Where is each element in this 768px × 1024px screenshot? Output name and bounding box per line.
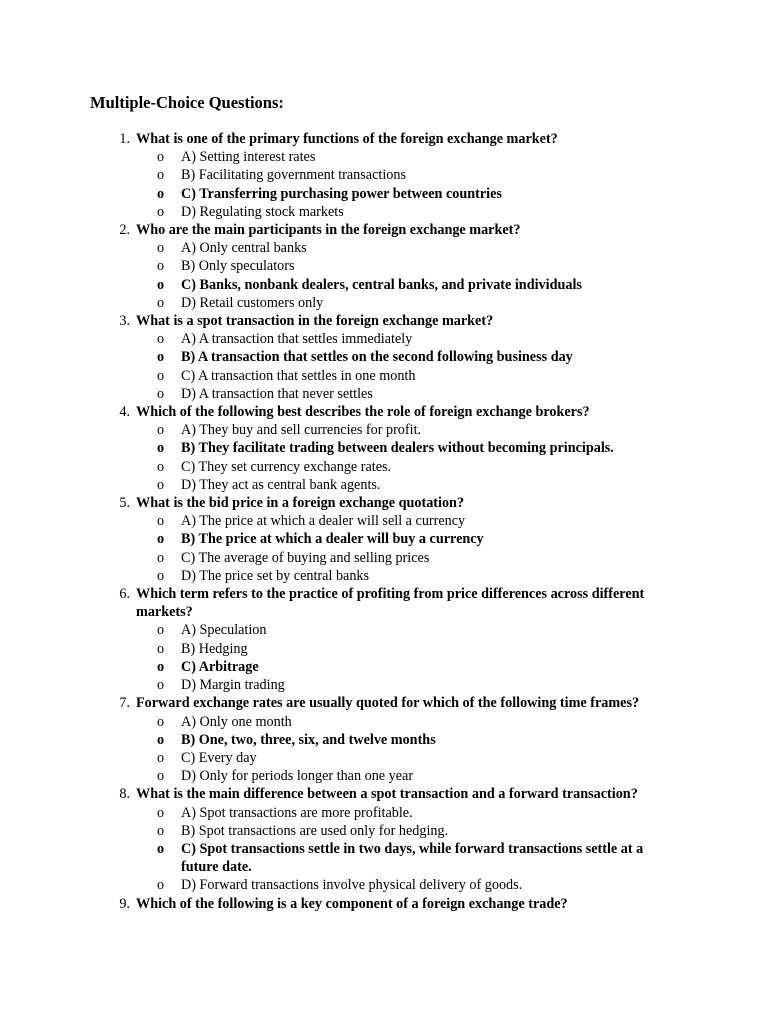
bullet-icon: o xyxy=(157,622,165,639)
answer-option-correct xyxy=(0,530,768,548)
answer-option-text: C) Spot transactions settle in two days, while forward transactions settle at a future date. xyxy=(181,840,644,876)
bullet-icon: o xyxy=(157,185,165,202)
answer-option xyxy=(0,567,768,585)
question-number: 6. xyxy=(119,586,130,603)
answer-option-correct xyxy=(0,276,768,294)
bullet-icon: o xyxy=(157,804,165,821)
bullet-icon: o xyxy=(157,367,165,384)
question-item xyxy=(0,221,768,312)
answer-option-text: C) A transaction that settles in one month xyxy=(181,367,416,384)
answer-option xyxy=(0,385,768,403)
question-item xyxy=(0,312,768,403)
bullet-icon: o xyxy=(157,658,165,675)
answer-option xyxy=(0,257,768,275)
question-number: 9. xyxy=(119,895,130,912)
answer-option xyxy=(0,476,768,494)
question-number: 4. xyxy=(119,404,130,421)
question-item xyxy=(0,785,768,894)
question-item xyxy=(0,403,768,494)
bullet-icon: o xyxy=(157,840,165,857)
bullet-icon: o xyxy=(157,167,165,184)
answer-option-text: D) Only for periods longer than one year xyxy=(181,768,414,785)
answer-option xyxy=(0,330,768,348)
bullet-icon: o xyxy=(157,240,165,257)
bullet-icon: o xyxy=(157,458,165,475)
answer-option-text: D) Retail customers only xyxy=(181,294,324,311)
bullet-icon: o xyxy=(157,149,165,166)
question-item xyxy=(0,895,768,913)
question-item xyxy=(0,130,768,221)
question-text: Who are the main participants in the foreign exchange market? xyxy=(136,222,521,239)
answer-option xyxy=(0,876,768,894)
answer-option-text: B) They facilitate trading between dealers without becoming principals. xyxy=(181,440,614,457)
answer-option xyxy=(0,549,768,567)
bullet-icon: o xyxy=(157,640,165,657)
bullet-icon: o xyxy=(157,531,165,548)
answer-option-text: D) Forward transactions involve physical delivery of goods. xyxy=(181,877,523,894)
bullet-icon: o xyxy=(157,385,165,402)
answer-option xyxy=(0,203,768,221)
answer-option-text: C) Transferring purchasing power between countries xyxy=(181,185,502,202)
answer-option-text: B) A transaction that settles on the second following business day xyxy=(181,349,573,366)
answer-option-text: A) Only central banks xyxy=(181,240,307,257)
page-heading: Multiple-Choice Questions: xyxy=(90,93,284,112)
answer-option-text: A) The price at which a dealer will sell a currency xyxy=(181,513,466,530)
answer-option-text: B) One, two, three, six, and twelve months xyxy=(181,731,436,748)
question-item xyxy=(0,694,768,785)
question-number: 8. xyxy=(119,786,130,803)
answer-option-text: D) A transaction that never settles xyxy=(181,385,373,402)
answer-option xyxy=(0,512,768,530)
answer-option-text: C) They set currency exchange rates. xyxy=(181,458,392,475)
answer-option-correct xyxy=(0,348,768,366)
answer-option-text: A) Setting interest rates xyxy=(181,149,316,166)
answer-option xyxy=(0,822,768,840)
bullet-icon: o xyxy=(157,822,165,839)
bullet-icon: o xyxy=(157,203,165,220)
answer-option xyxy=(0,294,768,312)
answer-option-correct xyxy=(0,731,768,749)
answer-option-text: B) Spot transactions are used only for hedging. xyxy=(181,822,449,839)
question-text: What is a spot transaction in the foreign exchange market? xyxy=(136,313,494,330)
question-text: What is the main difference between a spot transaction and a forward transaction? xyxy=(136,786,638,803)
bullet-icon: o xyxy=(157,731,165,748)
bullet-icon: o xyxy=(157,440,165,457)
answer-option xyxy=(0,239,768,257)
answer-option-correct xyxy=(0,439,768,457)
answer-option xyxy=(0,640,768,658)
bullet-icon: o xyxy=(157,877,165,894)
answer-option-text: A) Only one month xyxy=(181,713,292,730)
answer-option xyxy=(0,713,768,731)
bullet-icon: o xyxy=(157,331,165,348)
bullet-icon: o xyxy=(157,749,165,766)
bullet-icon: o xyxy=(157,549,165,566)
question-number: 5. xyxy=(119,495,130,512)
answer-option-text: B) Facilitating government transactions xyxy=(181,167,406,184)
answer-option-text: C) The average of buying and selling prices xyxy=(181,549,430,566)
answer-option-correct xyxy=(0,185,768,203)
question-number: 1. xyxy=(119,131,130,147)
question-item xyxy=(0,585,768,694)
bullet-icon: o xyxy=(157,349,165,366)
bullet-icon: o xyxy=(157,677,165,694)
question-number: 2. xyxy=(119,222,130,239)
answer-option xyxy=(0,749,768,767)
question-text: Which of the following is a key component of a foreign exchange trade? xyxy=(136,895,568,912)
bullet-icon: o xyxy=(157,768,165,785)
answer-option-text: D) The price set by central banks xyxy=(181,567,370,584)
bullet-icon: o xyxy=(157,422,165,439)
answer-option-text: A) Speculation xyxy=(181,622,267,639)
question-number: 3. xyxy=(119,313,130,330)
bullet-icon: o xyxy=(157,258,165,275)
answer-option xyxy=(0,767,768,785)
answer-option-text: A) A transaction that settles immediately xyxy=(181,331,413,348)
question-item xyxy=(0,494,768,585)
bullet-icon: o xyxy=(157,294,165,311)
answer-option-text: C) Arbitrage xyxy=(181,658,259,675)
answer-option-correct xyxy=(0,658,768,676)
question-number: 7. xyxy=(119,695,130,712)
answer-option xyxy=(0,458,768,476)
answer-option-text: B) The price at which a dealer will buy a currency xyxy=(181,531,484,548)
bullet-icon: o xyxy=(157,713,165,730)
bullet-icon: o xyxy=(157,513,165,530)
answer-option-correct xyxy=(0,840,768,876)
answer-option-text: C) Banks, nonbank dealers, central banks, and private individuals xyxy=(181,276,582,293)
answer-option xyxy=(0,166,768,184)
answer-option xyxy=(0,421,768,439)
answer-option-text: A) They buy and sell currencies for profit. xyxy=(181,422,422,439)
question-text: Which of the following best describes the role of foreign exchange brokers? xyxy=(136,404,590,421)
answer-option-text: D) They act as central bank agents. xyxy=(181,476,381,493)
bullet-icon: o xyxy=(157,276,165,293)
question-text: Which term refers to the practice of profiting from price differences across different markets? xyxy=(136,586,645,621)
answer-option xyxy=(0,621,768,639)
answer-option-text: D) Regulating stock markets xyxy=(181,203,344,220)
answer-option xyxy=(0,676,768,694)
bullet-icon: o xyxy=(157,567,165,584)
answer-option xyxy=(0,148,768,166)
answer-option-text: A) Spot transactions are more profitable. xyxy=(181,804,413,821)
question-text: Forward exchange rates are usually quoted for which of the following time frames? xyxy=(136,695,640,712)
question-text: What is the bid price in a foreign exchange quotation? xyxy=(136,495,465,512)
question-text: What is one of the primary functions of the foreign exchange market? xyxy=(136,131,558,147)
answer-option-text: B) Hedging xyxy=(181,640,248,657)
answer-option xyxy=(0,367,768,385)
answer-option-text: B) Only speculators xyxy=(181,258,295,275)
answer-option-text: C) Every day xyxy=(181,749,257,766)
answer-option xyxy=(0,804,768,822)
question-list xyxy=(0,130,768,913)
bullet-icon: o xyxy=(157,476,165,493)
answer-option-text: D) Margin trading xyxy=(181,677,285,694)
